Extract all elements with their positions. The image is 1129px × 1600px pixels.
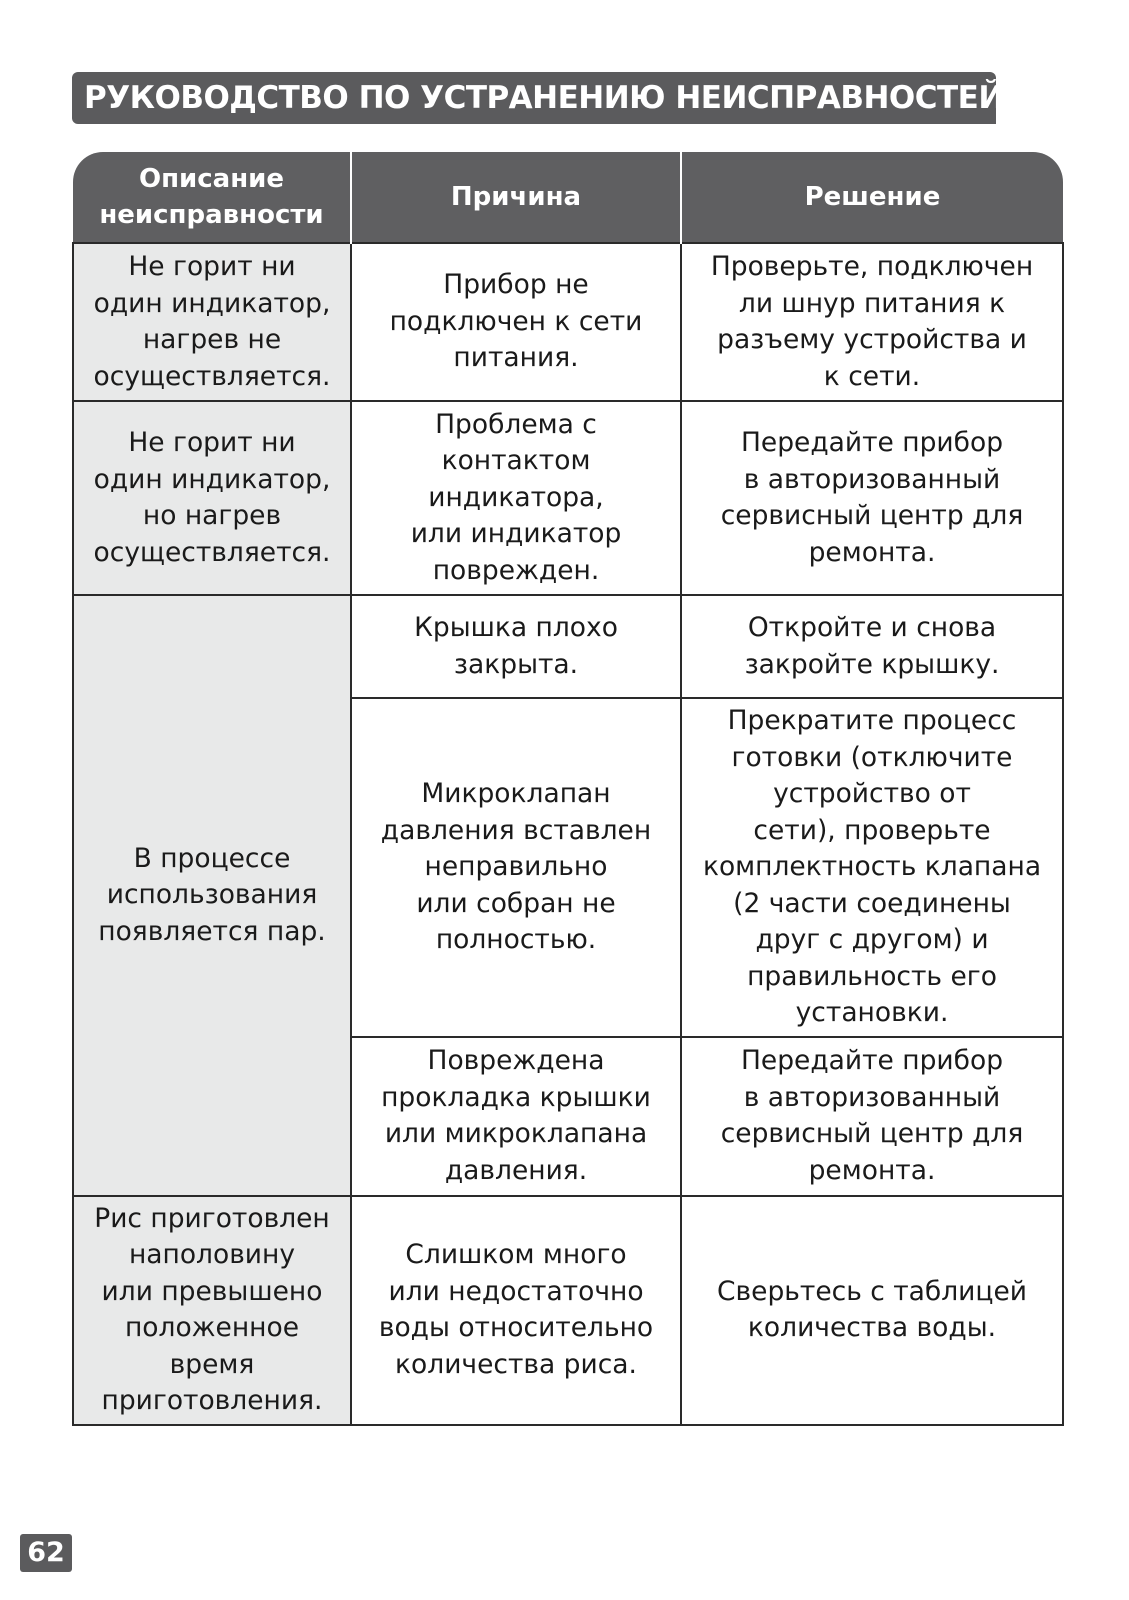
- table-row: [73, 1196, 1063, 1425]
- header-cause: Причина: [351, 152, 681, 243]
- cause-cell: Крышка плохо закрыта.: [351, 595, 681, 698]
- description-cell: В процессе использования появляется пар.: [73, 595, 351, 1196]
- cause-cell: Повреждена прокладка крышки или микроклапана давления.: [351, 1037, 681, 1196]
- solution-cell: Проверьте, подключен ли шнур питания к разъему устройства и к сети.: [681, 243, 1063, 401]
- cause-cell: Прибор не подключен к сети питания.: [351, 243, 681, 401]
- solution-cell: Откройте и снова закройте крышку.: [681, 595, 1063, 698]
- solution-cell: Прекратите процесс готовки (отключите устройство от сети), проверьте комплектность клапана (2 части соединены друг с другом) и правильность его установки.: [681, 698, 1063, 1037]
- solution-cell: Передайте прибор в авторизованный сервисный центр для ремонта.: [681, 1037, 1063, 1196]
- cause-cell: Проблема с контактом индикатора, или индикатор поврежден.: [351, 401, 681, 595]
- description-cell: Не горит ни один индикатор, нагрев не осуществляется.: [73, 243, 351, 401]
- description-cell: Не горит ни один индикатор, но нагрев осуществляется.: [73, 401, 351, 595]
- solution-cell: Сверьтесь с таблицей количества воды.: [681, 1196, 1063, 1425]
- table-header-row: [73, 152, 1063, 243]
- table-row: [73, 243, 1063, 401]
- troubleshooting-table: [72, 152, 1064, 1426]
- table-row: [73, 595, 1063, 698]
- solution-cell: Передайте прибор в авторизованный сервисный центр для ремонта.: [681, 401, 1063, 595]
- page-title: РУКОВОДСТВО ПО УСТРАНЕНИЮ НЕИСПРАВНОСТЕЙ: [72, 72, 996, 124]
- page-number: 62: [20, 1534, 72, 1572]
- header-solution: Решение: [681, 152, 1063, 243]
- cause-cell: Микроклапан давления вставлен неправильно или собран не полностью.: [351, 698, 681, 1037]
- description-cell: Рис приготовлен наполовину или превышено положенное время приготовления.: [73, 1196, 351, 1425]
- header-description: Описание неисправности: [73, 152, 351, 243]
- cause-cell: Слишком много или недостаточно воды относительно количества риса.: [351, 1196, 681, 1425]
- table-row: [73, 401, 1063, 595]
